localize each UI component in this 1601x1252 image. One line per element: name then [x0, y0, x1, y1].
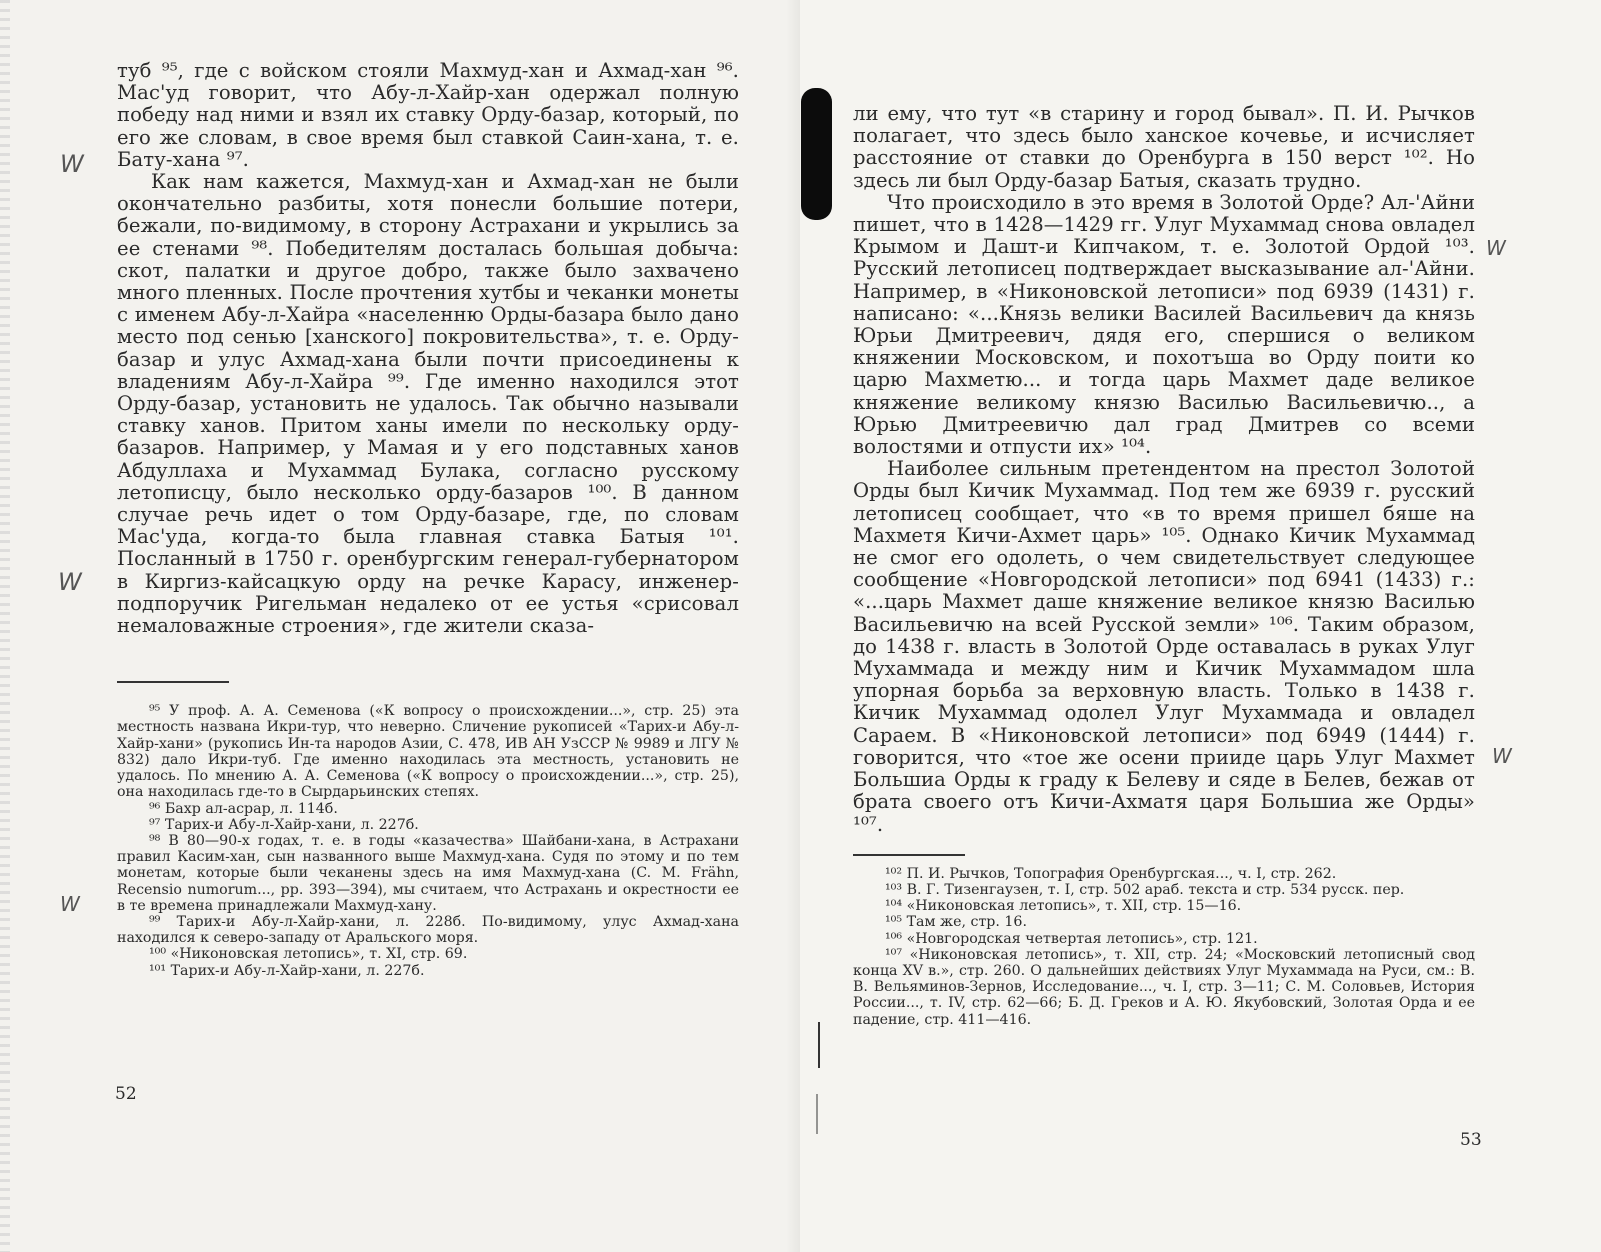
footnote: ⁹⁹ Тарих-и Абу-л-Хайр-хани, л. 228б. По-видимому, улус Ахмад-хана находился к северо-западу от Аральского моря. — [117, 913, 739, 947]
footnote: ⁹⁶ Бахр ал-асрар, л. 114б. — [149, 800, 338, 817]
footnote: ¹⁰⁴ «Никоновская летопись», т. XII, стр. 15—16. — [885, 898, 1242, 915]
footnote: ¹⁰⁰ «Никоновская летопись», т. XI, стр. 69. — [149, 946, 468, 963]
footnote-rule — [853, 854, 965, 856]
margin-mark: W — [1492, 744, 1512, 768]
right-page — [800, 0, 1601, 1252]
paragraph: Что происходило в это время в Золотой Орде? Ал-'Айни пишет, что в 1428—1429 гг. Улуг Мухаммад снова овладел Крымом и Дашт-и Кипчаком, т. е. Золотой Ордой ¹⁰³. Русский летописец подтверждает высказывание ал-'Айни. Например, в «Никоновской летописи» под 6939 (1431) г. написано: «...Князь велики Василей Васильевич да князь Юрьи Дмитреевич, дядя его, спершися о великом княжении Московском, и похотъша во Орду поити ко царю Махметю... и тогда царь Махмет даде великое княжение великому князю Василью Васильевичю.., а Юрью Дмитреевичю дал град Дмитрев со всеми волостями и отпусти их» ¹⁰⁴. — [853, 190, 1475, 459]
footnote-rule — [117, 681, 229, 683]
right-body-text — [853, 103, 1475, 836]
paragraph: ли ему, что тут «в старину и город бывал». П. И. Рычков полагает, что здесь было ханское кочевье, и исчисляет расстояние от ставки до Оренбурга в 150 верст ¹⁰². Но здесь ли был Орду-базар Батыя, сказать трудно. — [853, 102, 1475, 192]
paragraph: Наиболее сильным претендентом на престол Золотой Орды был Кичик Мухаммад. Под тем же 6939 г. русский летописец сообщает, что «в то время пришел бяше на Махметя Кичи-Ахмет царь» ¹⁰⁵. Однако Кичик Мухаммад не смог его одолеть, о чем свидетельствует следующее сообщение «Новгородской летописи» под 6941 (1433) г.: «...царь Махмет даше княжение великое князю Василью Васильевичю на всей Русской земли» ¹⁰⁶. Таким образом, до 1438 г. власть в Золотой Орде оставалась в руках Улуг Мухаммада и между ним и Кичик Мухаммадом шла упорная борьба за верховную власть. Только в 1438 г. Кичик Мухаммад одолел Улуг Мухаммада и овладел Сараем. В «Никоновской летописи» под 6949 (1444) г. говорится, что «тое же осени прииде царь Улуг Махмет Большиа Орды к граду к Белеву и сяде в Белев, бежав от брата своего отъ Кичи-Ахматя царя Большиа же Орды» ¹⁰⁷. — [853, 457, 1475, 836]
page-number: 53 — [1460, 1130, 1482, 1150]
margin-mark: W — [60, 150, 84, 178]
left-text-column — [117, 60, 739, 979]
margin-mark: W — [58, 568, 82, 596]
right-text-column — [853, 103, 1475, 1028]
footnote: ¹⁰⁶ «Новгородская четвертая летопись», стр. 121. — [885, 930, 1258, 947]
left-page — [0, 0, 800, 1252]
right-footnotes — [853, 866, 1475, 1028]
footnote: ⁹⁵ У проф. А. А. Семенова («К вопросу о происхождении...», стр. 25) эта местность названа Икри-тур, что неверно. Сличение рукописей «Тарих-и Абу-л-Хайр-хани» (рукопись Ин-та народов Азии, С. 478, ИВ АН УзССР № 9989 и ЛГУ № 832) дало Икри-туб. Где именно находилась эта местность, установить не удалось. По мнению А. А. Семенова («К вопросу о происхождении...», стр. 25), она находилась где-то в Сырдарьинских степях. — [117, 703, 739, 801]
footnote: ¹⁰¹ Тарих-и Абу-л-Хайр-хани, л. 227б. — [149, 962, 425, 979]
page-edge-scan-artifact — [0, 0, 10, 1252]
paragraph: туб ⁹⁵, где с войском стояли Махмуд-хан и Ахмад-хан ⁹⁶. Мас'уд говорит, что Абу-л-Хайр-хан одержал полную победу над ними и взял их ставку Орду-базар, который, по его же словам, в свое время был ставкой Саин-хана, т. е. Бату-хана ⁹⁷. — [117, 59, 739, 171]
ink-smudge — [801, 88, 832, 220]
margin-mark: W — [60, 892, 80, 916]
footnote: ¹⁰⁷ «Никоновская летопись», т. XII, стр. 24; «Московский летописный свод конца XV в.», стр. 260. О дальнейших действиях Улуг Мухаммада на Руси, см.: В. В. Вельяминов-Зернов, Исследование..., ч. I, стр. 3—11; С. М. Соловьев, История России..., т. IV, стр. 62—66; Б. Д. Греков и А. Ю. Якубовский, Золотая Орда и ее падение, стр. 411—416. — [853, 946, 1475, 1028]
margin-tick — [816, 1094, 818, 1134]
left-footnotes — [117, 703, 739, 978]
page-number: 52 — [115, 1084, 137, 1104]
footnote: ¹⁰³ В. Г. Тизенгаузен, т. I, стр. 502 араб. текста и стр. 534 русск. пер. — [885, 881, 1405, 898]
paragraph: Как нам кажется, Махмуд-хан и Ахмад-хан не были окончательно разбиты, хотя понесли большие потери, бежали, по-видимому, в сторону Астрахани и укрылись за ее стенами ⁹⁸. Победителям досталась большая добыча: скот, палатки и другое добро, также было захвачено много пленных. После прочтения хутбы и чеканки монеты с именем Абу-л-Хайра «населенню Орды-базара было дано место под сенью [ханского] покровительства», т. е. Орду-базар и улус Ахмад-хана были почти присоединены к владениям Абу-л-Хайра ⁹⁹. Где именно находился этот Орду-базар, установить не удалось. Так обычно называли ставку ханов. Притом ханы имели по нескольку орду-базаров. Например, у Мамая и у его подставных ханов Абдуллаха и Мухаммад Булака, согласно русскому летописцу, было несколько орду-базаров ¹⁰⁰. В данном случае речь идет о том Орду-базаре, где, по словам Мас'уда, когда-то была главная ставка Батыя ¹⁰¹. Посланный в 1750 г. оренбургским генерал-губернатором в Киргиз-кайсацкую орду на речке Карасу, инженер-подпоручик Ригельман недалеко от ее устья «срисовал немаловажные строения», где жители сказа- — [117, 170, 739, 638]
margin-tick — [818, 1022, 820, 1068]
footnote: ¹⁰⁵ Там же, стр. 16. — [885, 914, 1027, 931]
margin-mark: W — [1486, 236, 1506, 260]
footnote: ⁹⁸ В 80—90-х годах, т. е. в годы «казачества» Шайбани-хана, в Астрахани правил Касим-хан, сын названного выше Махмуд-хана. Судя по этому и по тем монетам, которые были чеканены здесь на имя Махмуд-хана (C. M. Frähn, Recensio numorum..., pp. 393—394), мы считаем, что Астрахань и окрестности ее в те времена принадлежали Махмуд-хану. — [117, 832, 739, 914]
footnote: ⁹⁷ Тарих-и Абу-л-Хайр-хани, л. 227б. — [149, 816, 419, 833]
footnote: ¹⁰² П. И. Рычков, Топография Оренбургская..., ч. I, стр. 262. — [885, 865, 1337, 882]
left-body-text — [117, 60, 739, 637]
